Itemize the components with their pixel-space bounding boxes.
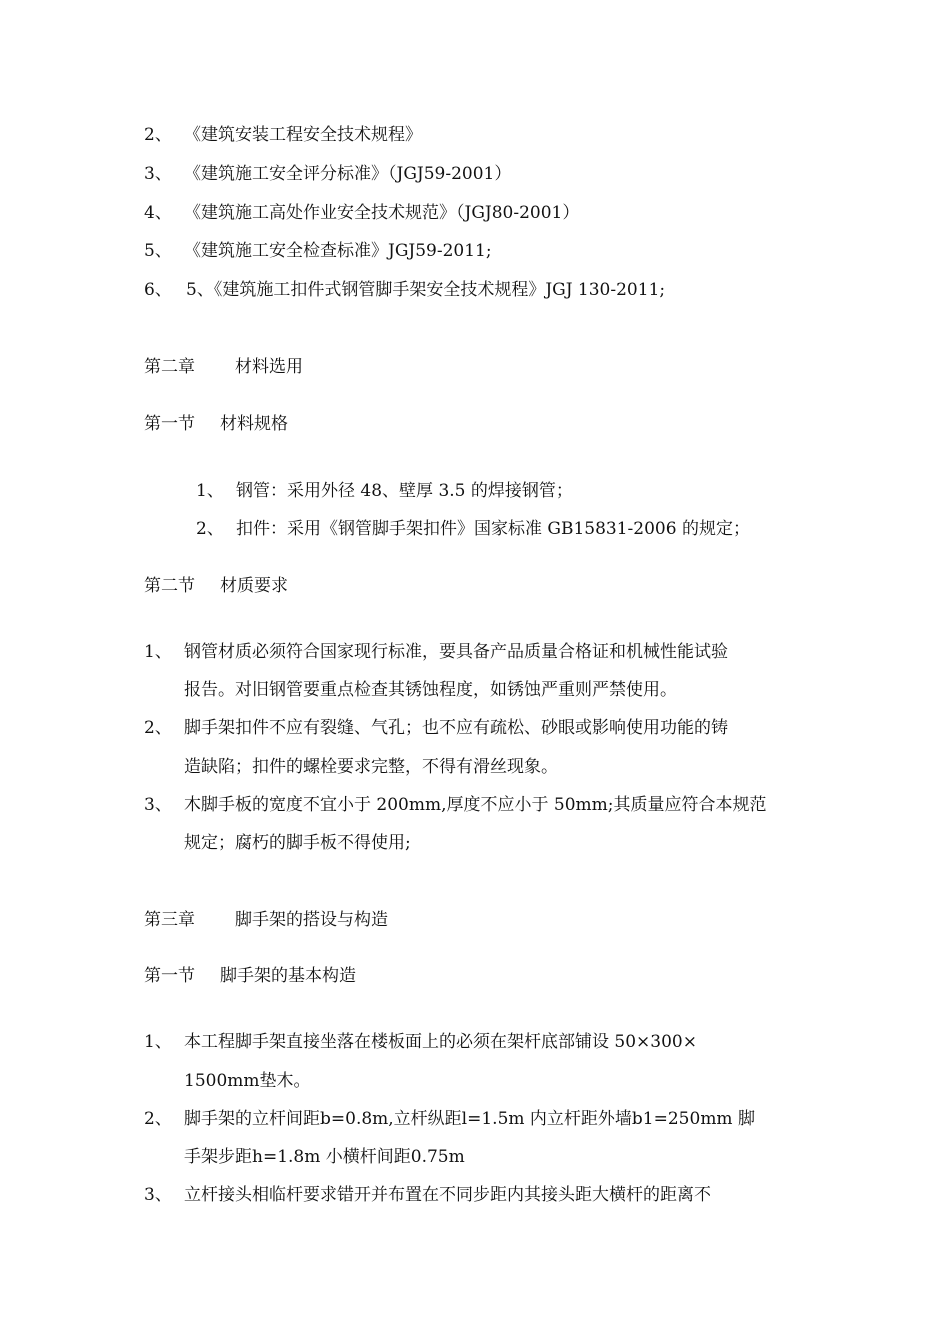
item-number: 3、	[144, 1185, 172, 1205]
item-text-line2: 规定；腐朽的脚手板不得使用;	[184, 833, 411, 853]
item-text-line1: 脚手架的立杆间距b=0.8m,立杆纵距l=1.5m 内立杆距外墙b1=250mm 脚	[184, 1109, 755, 1129]
chapter-title: 脚手架的搭设与构造	[235, 910, 388, 930]
item-text: 《建筑施工安全检查标准》JGJ59-2011;	[184, 241, 492, 261]
item-text-line1: 脚手架扣件不应有裂缝、气孔；也不应有疏松、砂眼或影响使用功能的铸	[184, 718, 728, 738]
item-number: 2、	[144, 125, 172, 145]
section-title: 材质要求	[220, 576, 288, 596]
item-number: 3、	[144, 795, 172, 815]
chapter-label: 第三章	[144, 910, 195, 930]
item-text-line2: 造缺陷；扣件的螺栓要求完整，不得有滑丝现象。	[184, 757, 558, 777]
item-number: 6、	[144, 280, 172, 300]
section-title: 脚手架的基本构造	[220, 966, 356, 986]
item-number: 1、	[196, 481, 224, 501]
item-number: 1、	[144, 642, 172, 662]
item-number: 4、	[144, 203, 172, 223]
item-number: 2、	[144, 718, 172, 738]
item-text-line1: 木脚手板的宽度不宜小于 200mm,厚度不应小于 50mm;其质量应符合本规范	[184, 795, 767, 815]
item-text: 《建筑施工安全评分标准》（JGJ59-2001）	[184, 164, 512, 184]
item-number: 1、	[144, 1032, 172, 1052]
item-text-line1: 本工程脚手架直接坐落在楼板面上的必须在架杆底部铺设 50×300×	[184, 1032, 697, 1052]
section-label: 第二节	[144, 576, 195, 596]
item-number: 2、	[196, 519, 224, 539]
section-title: 材料规格	[220, 414, 288, 434]
item-number: 2、	[144, 1109, 172, 1129]
item-number: 3、	[144, 164, 172, 184]
item-text: 扣件：采用《钢管脚手架扣件》国家标准 GB15831-2006 的规定；	[236, 519, 750, 539]
item-text-line2: 1500mm垫木。	[184, 1071, 311, 1091]
chapter-title: 材料选用	[235, 357, 303, 377]
item-text: 《建筑施工高处作业安全技术规范》（JGJ80-2001）	[184, 203, 580, 223]
item-text-line1: 钢管材质必须符合国家现行标准，要具备产品质量合格证和机械性能试验	[184, 642, 728, 662]
item-number: 5、	[144, 241, 172, 261]
section-label: 第一节	[144, 414, 195, 434]
item-text: 钢管：采用外径 48、壁厚 3.5 的焊接钢管；	[236, 481, 573, 501]
chapter-label: 第二章	[144, 357, 195, 377]
item-text-line2: 报告。对旧钢管要重点检查其锈蚀程度，如锈蚀严重则严禁使用。	[184, 680, 677, 700]
section-label: 第一节	[144, 966, 195, 986]
item-text-line2: 手架步距h=1.8m 小横杆间距0.75m	[184, 1147, 465, 1167]
item-text: 5、《建筑施工扣件式钢管脚手架安全技术规程》JGJ 130-2011;	[186, 280, 666, 300]
item-text-line1: 立杆接头相临杆要求错开并布置在不同步距内其接头距大横杆的距离不	[184, 1185, 711, 1205]
item-text: 《建筑安装工程安全技术规程》	[184, 125, 422, 145]
